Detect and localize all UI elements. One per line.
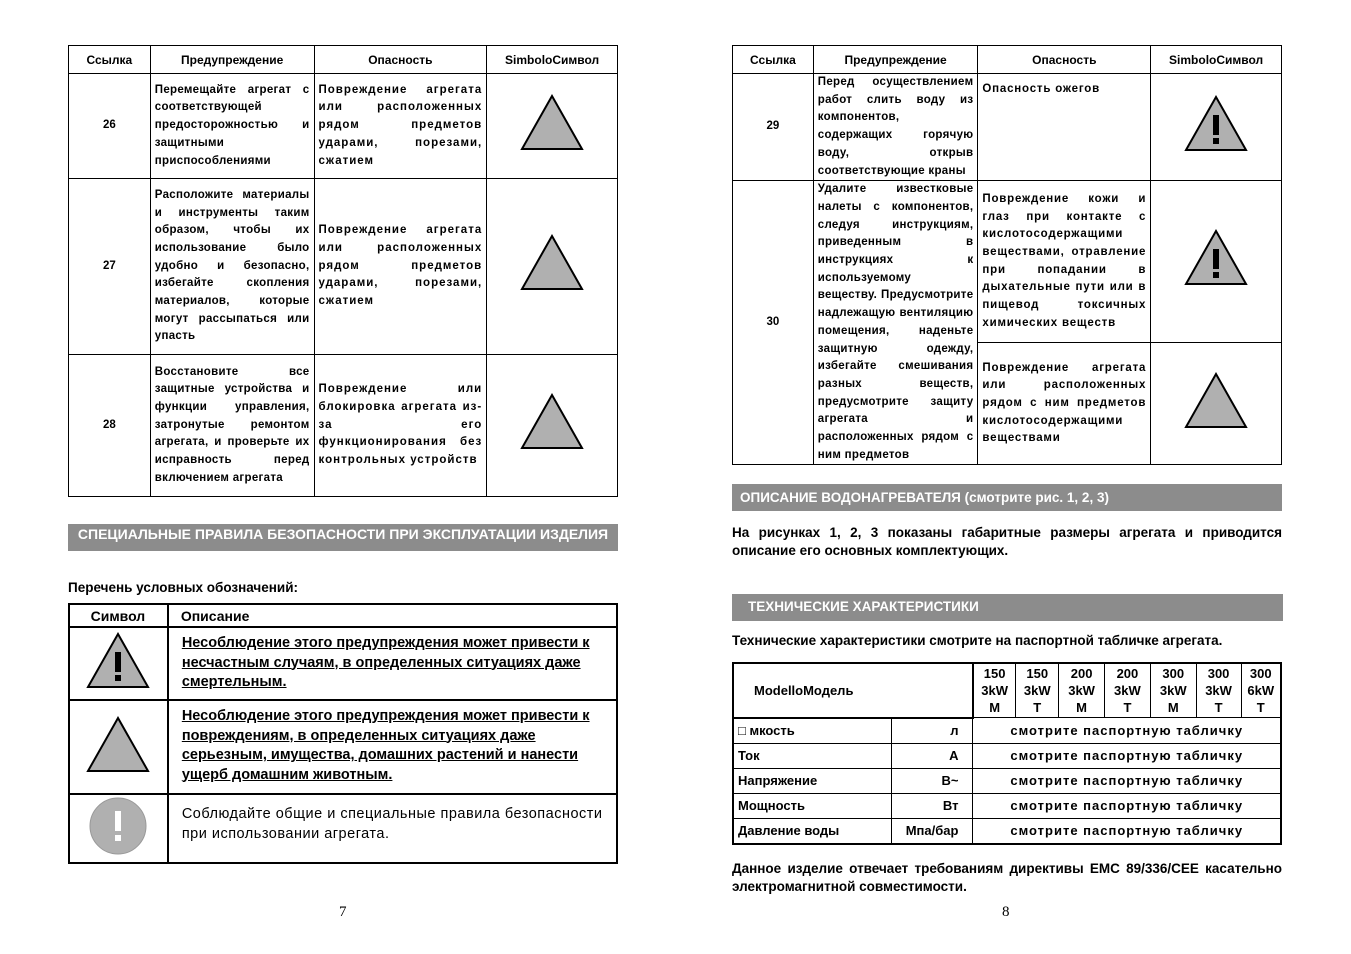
ref-cell: 27 (69, 179, 151, 355)
model-cell: 200 3kW M (1059, 663, 1105, 718)
unit-cell: л (891, 718, 973, 744)
unit-cell: A (891, 743, 973, 768)
spec-row (733, 818, 1281, 844)
symbol-cell (487, 74, 618, 179)
legend-row (69, 627, 617, 700)
danger-cell: Опасность ожегов (978, 74, 1151, 181)
legend-text: Несоблюдение этого предупреждения может привести к несчастным случаям, в определенных ситуациях даже смертельным. (181, 635, 590, 690)
value-cell: смотрите паспортную табличку (973, 743, 1281, 768)
legend-header-description: Описание (168, 604, 617, 627)
col-header-symbol: SimboloСимвол (1151, 46, 1282, 74)
description-paragraph: На рисунках 1, 2, 3 показаны габаритные размеры агрегата и приводится описание его основных комплектующих. (732, 525, 1282, 558)
banner-text: ОПИСАНИЕ ВОДОНАГРЕВАТЕЛЯ (смотрите рис. 1, 2, 3) (740, 490, 1109, 505)
legend-row (69, 794, 617, 863)
unit-cell: В~ (891, 768, 973, 793)
value-cell: смотрите паспортную табличку (973, 793, 1281, 818)
section-banner-special-rules (68, 524, 618, 551)
col-header-danger: Опасность (978, 46, 1151, 74)
param-cell: Мощность (733, 793, 891, 818)
triangle-icon (86, 716, 150, 774)
legend-description: Соблюдайте общие и специальные правила безопасности при использовании агрегата. (168, 794, 617, 863)
table-row (69, 355, 618, 497)
unit-cell: Вт (891, 793, 973, 818)
warning-cell: Расположите материалы и инструменты таким образом, чтобы их использование было удобно и безопасно, избегайте скопления материалов, которые могут рассыпаться или упасть (150, 179, 314, 355)
value-cell: смотрите паспортную табличку (973, 768, 1281, 793)
legend-header-row (69, 604, 617, 627)
param-cell: Ток (733, 743, 891, 768)
right-safety-table (732, 45, 1282, 465)
spec-row (733, 743, 1281, 768)
warning-cell: Восстановите все защитные устройства и функции управления, затронутые ремонтом агрегата, и проверьте их исправность перед включением агрегата (150, 355, 314, 497)
spec-row (733, 718, 1281, 744)
value-cell: смотрите паспортную табличку (973, 718, 1281, 744)
danger-cell: Повреждение агрегата или расположенных рядом предметов ударами, порезами, сжатием (314, 74, 487, 179)
danger-cell: Повреждение агрегата или расположенных рядом предметов ударами, порезами, сжатием (314, 179, 487, 355)
triangle-icon (1184, 372, 1248, 430)
model-cell: 200 3kW T (1105, 663, 1151, 718)
legend-symbol-cell (69, 700, 168, 794)
unit-cell: Мпа/бар (891, 818, 973, 844)
circle-exclamation-icon (88, 796, 148, 856)
symbol-cell (1151, 74, 1282, 181)
banner-text: СПЕЦИАЛЬНЫЕ ПРАВИЛА БЕЗОПАСНОСТИ ПРИ ЭКСПЛУАТАЦИИ ИЗДЕЛИЯ (77, 526, 609, 542)
table-row (69, 74, 618, 179)
triangle-exclamation-icon (1184, 95, 1248, 153)
model-cell: 150 3kW T (1016, 663, 1059, 718)
table-row (733, 181, 1282, 343)
danger-cell: Повреждение агрегата или расположенных рядом с ним предметов кислотосодержащими веществами (978, 343, 1151, 465)
triangle-exclamation-icon (1184, 229, 1248, 287)
legend-description (168, 700, 617, 794)
table-row (69, 179, 618, 355)
legend-text: Несоблюдение этого предупреждения может привести к повреждениям, в определенных ситуациях даже серьезным, имущества, домашних растений и нанести ущерб домашним животным. (181, 708, 590, 783)
symbol-cell (1151, 181, 1282, 343)
banner-text: ТЕХНИЧЕСКИЕ ХАРАКТЕРИСТИКИ (748, 599, 979, 614)
warning-cell: Перед осуществлением работ слить воду из компонентов, содержащих горячую воду, открыв соответствующие краны (813, 74, 978, 181)
model-cell: 300 6kW T (1241, 663, 1281, 718)
ref-cell: 29 (733, 74, 814, 181)
warning-cell: Перемещайте агрегат с соответствующей предосторожностью и защитными приспособлениями (150, 74, 314, 179)
param-cell: Давление воды (733, 818, 891, 844)
danger-cell: Повреждение кожи и глаз при контакте с кислотосодержащими веществами, отравление при попадании в дыхательные пути или в пищевод токсичных химических веществ (978, 181, 1151, 343)
param-cell: Напряжение (733, 768, 891, 793)
ref-cell: 30 (733, 181, 814, 465)
left-safety-table (68, 45, 618, 497)
danger-cell: Повреждение или блокировка агрегата из-за его функционирования без контрольных устройств (314, 355, 487, 497)
param-cell: □ мкость (733, 718, 891, 744)
symbol-cell (1151, 343, 1282, 465)
value-cell: смотрите паспортную табличку (973, 818, 1281, 844)
model-cell: 300 3kW M (1150, 663, 1196, 718)
model-cell: 300 3kW T (1196, 663, 1241, 718)
section-banner-tech (732, 594, 1283, 621)
spec-row (733, 793, 1281, 818)
legend-symbol-cell (69, 794, 168, 863)
symbol-cell (487, 179, 618, 355)
legend-header-symbol: Символ (69, 604, 168, 627)
table-header-row (733, 46, 1282, 74)
col-header-symbol: SimboloСимвол (487, 46, 618, 74)
warning-cell: Удалите известковые налеты с компонентов, следуя инструкциям, приведенным в инструкциях к используемому веществу. Предусмотрите надлежащую вентиляцию помещения, наденьте защитную одежду, избегайте смешивания разных веществ, предусмотрите защиту агрегата и расположенных рядом с ним предметов (813, 181, 978, 465)
page-number-right: 8 (1002, 904, 1010, 920)
triangle-icon (520, 393, 584, 451)
triangle-icon (520, 234, 584, 292)
legend-row (69, 700, 617, 794)
triangle-exclamation-icon (86, 632, 150, 690)
table-header-row (69, 46, 618, 74)
ref-cell: 28 (69, 355, 151, 497)
emc-paragraph: Данное изделие отвечает требованиям директивы EMC 89/336/CEE касательно электромагнитной совместимости. (732, 861, 1282, 894)
symbol-cell (487, 355, 618, 497)
col-header-danger: Опасность (314, 46, 487, 74)
legend-title: Перечень условных обозначений: (68, 580, 299, 595)
col-header-ref: Ссылка (69, 46, 151, 74)
ref-cell: 26 (69, 74, 151, 179)
spec-header-row (733, 663, 1281, 718)
col-header-ref: Ссылка (733, 46, 814, 74)
section-banner-description (732, 484, 1282, 511)
col-header-warning: Предупреждение (150, 46, 314, 74)
col-header-warning: Предупреждение (813, 46, 978, 74)
model-cell: 150 3kW M (973, 663, 1016, 718)
legend-table (68, 603, 618, 864)
spec-row (733, 768, 1281, 793)
model-label: ModelloМодель (733, 663, 973, 718)
legend-symbol-cell (69, 627, 168, 700)
legend-description (168, 627, 617, 700)
spec-table (732, 662, 1282, 845)
table-row (733, 74, 1282, 181)
tech-paragraph: Технические характеристики смотрите на паспортной табличке агрегата. (732, 633, 1223, 648)
triangle-icon (520, 94, 584, 152)
page-number-left: 7 (339, 904, 347, 920)
